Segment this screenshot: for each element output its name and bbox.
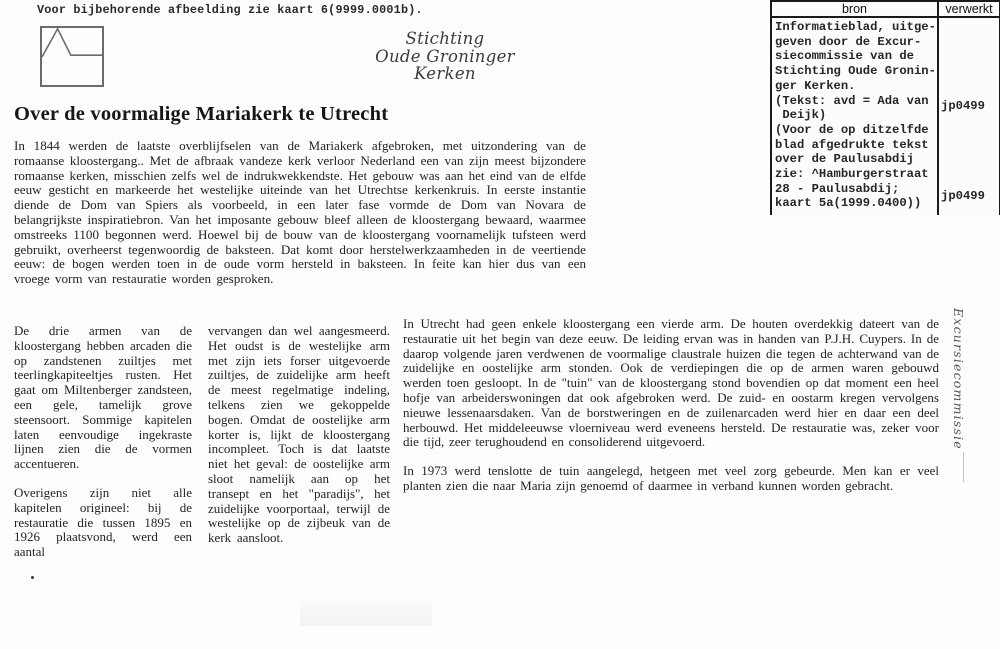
org-line-2: Oude Groninger (375, 46, 515, 66)
column-right (403, 317, 939, 494)
margin-tick-line (963, 452, 964, 482)
page-title: Over de voormalige Mariakerk te Utrecht (14, 103, 389, 125)
stray-ink-dot (31, 576, 34, 579)
bron-line: (Tekst: avd = Ada van (775, 93, 929, 108)
source-annotation-table (770, 0, 1000, 215)
bron-line: siecommissie van de (775, 49, 914, 64)
bron-cell-text (772, 18, 937, 211)
column-left-paragraph-2: Overigens zijn niet alle kapitelen origineel: bij de restauratie die tussen 1895 en 1926 plaatsvond, werd een aantal (14, 484, 192, 560)
org-line-3: Kerken (414, 64, 476, 83)
church-logo (40, 26, 104, 87)
column-middle (208, 324, 390, 546)
org-line-1: Stichting (405, 29, 485, 48)
margin-label-excursiecommissie: Excursiecommissie (951, 308, 966, 450)
bron-line: Deijk) (775, 108, 827, 123)
bron-line: 28 - Paulusabdij; (775, 181, 900, 196)
bron-line: ger Kerken. (775, 78, 856, 93)
bron-line: zie: ^Hamburgerstraat (775, 167, 929, 182)
bron-line: (Voor de op ditzelfde (775, 122, 929, 137)
bron-line: blad afgedrukte tekst (775, 137, 929, 152)
verwerkt-header: verwerkt (939, 2, 999, 18)
column-left (14, 324, 192, 560)
column-middle-paragraph: vervangen dan wel aangesmeerd. Het oudst is de westelijke arm met zijn iets forser uitgevoerde zuiltjes, de zuidelijke arm heeft de meest regelmatige indeling, telkens zien we gekoppelde bogen. Omdat de oostelijke arm korter is, lijkt de kloostergang incompleet. Toch is dat laatste niet het geval: de oostelijke arm sloot namelijk aan op het transept en het "paradijs", het zuidelijke voorportaal, terwijl de westelijke op de zijbeuk van de kerk aansloot. (208, 323, 390, 546)
bron-line: kaart 5a(1999.0400)) (775, 196, 922, 211)
source-column-bron (772, 2, 939, 215)
column-right-paragraph-1: In Utrecht had geen enkele kloostergang een vierde arm. De houten overdekkig dateert van de restauratie uit het begin van deze eeuw. De leiding ervan was in handen van P.J.H. Cuypers. In de daarop volgende jaren verdwenen de voormalige claustrale huizen die tegen de achterwand van de zuidelijke en oostelijke arm stonden. Ook de verdiepingen die op de armen waren gebouwd werden toen gesloopt. In de "tuin" van de kloostergang stond bovendien op dat moment een heel hofje van arbeiderswoningen dat ook afgebroken werd. De zuid- en oostarm kregen vervolgens nieuwe lessenaarsdaken. Van de borstweringen en de zuilenarcaden werd hier en daar een deel herbouwd. Het middeleeuwse vloerniveau werd eveneens hersteld. De restauratie was, zeker voor die tijd, zeer terughoudend en consoliderend uitgevoerd. (403, 316, 939, 450)
scan-artifact (300, 600, 432, 626)
verwerkt-code: jp0499 (941, 99, 985, 113)
source-column-verwerkt (939, 2, 999, 215)
bron-line: over de Paulusabdij (775, 152, 914, 167)
column-left-paragraph-1: De drie armen van de kloostergang hebben arcaden die op zandstenen zuiltjes met teerlingkapiteeltjes rusten. Het gaat om Miltenberger zandsteen, een gele, tamelijk grove steensoort. Sommige kapitelen laten eenvoudige ingekraste lijnen zien die de vormen accentueren. (14, 323, 192, 472)
bron-line: Informatieblad, uitge- (775, 20, 936, 34)
map-reference-note: Voor bijbehorende afbeelding zie kaart 6(9999.0001b). (37, 3, 423, 17)
church-roof-icon (42, 28, 102, 85)
bron-line: geven door de Excur- (775, 34, 922, 49)
column-right-paragraph-2: In 1973 werd tenslotte de tuin aangelegd, hetgeen met veel zorg gebeurde. Men kan er veel planten zien die naar Maria zijn genoemd of daarmee in verband kunnen worden gebracht. (403, 463, 939, 493)
bron-header: bron (772, 2, 937, 18)
organization-name (355, 30, 535, 83)
intro-paragraph: In 1844 werden de laatste overblijfselen van de Mariakerk afgebroken, met uitzondering van de romaanse kloostergang.. Met de afbraak vandeze kerk verloor Nederland een van zijn meest bijzondere romaanse kerken, misschien zelfs wel de indrukwekkendste. Het gebouw was aan het eind van de elfde eeuw gesticht en markeerde het westelijke uiteinde van het Utrechtse kerkenkruis. In eerste instantie diende de Dom van Spiers als voorbeeld, in een later fase vormde de Dom van Novara de belangrijkste inspiratiebron. Van het imposante gebouw bleef alleen de kloostergang bewaard, waarmee omstreeks 1100 begonnen werd. Hoewel bij de bouw van de kloostergang voornamelijk tufsteen werd gebruikt, overheerst tegenwoordig de baksteen. Dat komt door herstelwerkzaamheden in de veertiende eeuw: de bogen werden toen in de oude vorm hersteld in baksteen. In feite kan hier dus van een vroege vorm van restauratie worden gesproken. (14, 138, 586, 287)
verwerkt-code: jp0499 (941, 189, 985, 203)
bron-line: Stichting Oude Gronin- (775, 64, 936, 79)
